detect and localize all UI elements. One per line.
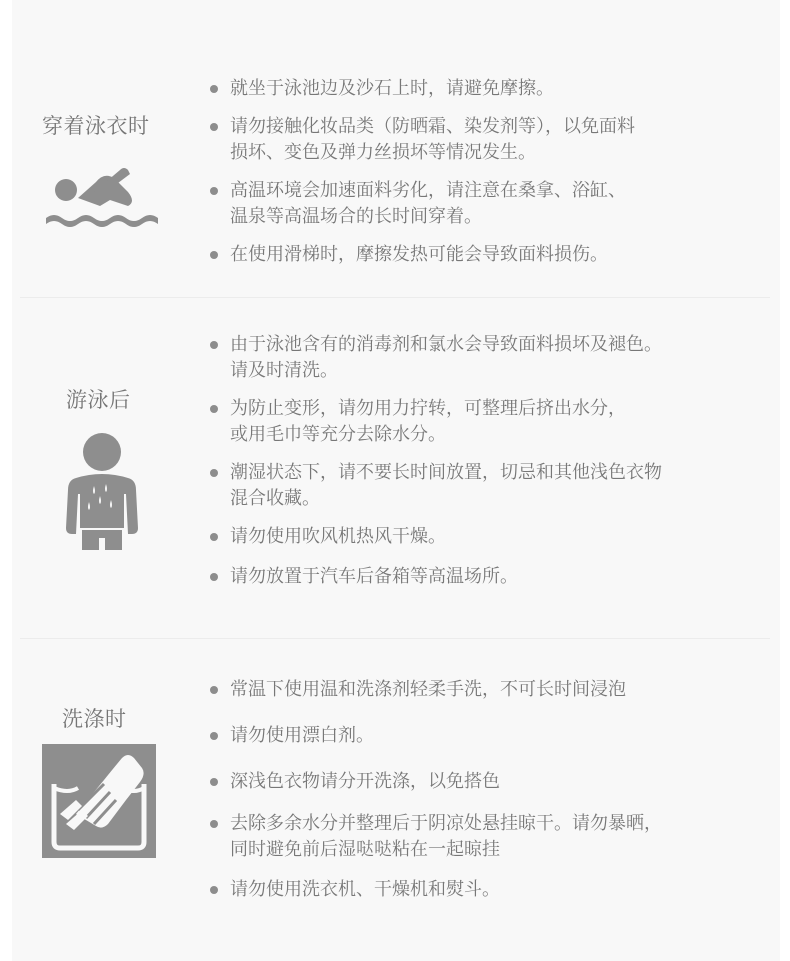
list-item: 请勿接触化妆品类（防晒霜、染发剂等），以免面料 损坏、变色及弹力丝损坏等情况发生。 <box>204 114 635 166</box>
bullet-icon <box>210 886 218 894</box>
dripping-person-icon <box>62 432 142 556</box>
list-item: 潮湿状态下，请不要长时间放置，切忌和其他浅色衣物 混合收藏。 <box>204 460 662 512</box>
bullet-icon <box>210 251 218 259</box>
bullet-icon <box>210 820 218 828</box>
list-item: 常温下使用温和洗涤剂轻柔手洗，不可长时间浸泡 <box>204 677 662 703</box>
section-title: 游泳后 <box>66 388 131 412</box>
bullet-icon <box>210 405 218 413</box>
list-item: 深浅色衣物请分开洗涤，以免搭色 <box>204 769 662 795</box>
section-title: 洗涤时 <box>62 707 127 731</box>
bullet-icon <box>210 123 218 131</box>
section-after-swimming <box>12 298 780 638</box>
bullet-icon <box>210 573 218 581</box>
list-item: 请勿使用吹风机热风干燥。 <box>204 524 662 550</box>
bullet-icon <box>210 778 218 786</box>
list-item: 请勿使用洗衣机、干燥机和熨斗。 <box>204 877 662 903</box>
swimmer-icon <box>44 162 162 232</box>
bullet-icon <box>210 533 218 541</box>
section-wearing-swimsuit <box>12 0 780 297</box>
list-item: 请勿放置于汽车后备箱等高温场所。 <box>204 564 662 590</box>
list-item: 在使用滑梯时，摩擦发热可能会导致面料损伤。 <box>204 242 635 268</box>
section-title: 穿着泳衣时 <box>42 114 150 138</box>
list-item: 去除多余水分并整理后于阴凉处悬挂晾干。请勿暴晒， 同时避免前后湿哒哒粘在一起晾挂 <box>204 811 662 863</box>
hand-wash-icon <box>42 744 156 862</box>
list-item: 为防止变形，请勿用力拧转，可整理后挤出水分， 或用毛巾等充分去除水分。 <box>204 396 662 448</box>
list-item: 请勿使用漂白剂。 <box>204 723 662 749</box>
bullet-icon <box>210 732 218 740</box>
bullet-icon <box>210 469 218 477</box>
list-item: 由于泳池含有的消毒剂和氯水会导致面料损坏及褪色。 请及时清洗。 <box>204 332 662 384</box>
bullet-icon <box>210 85 218 93</box>
list-item: 高温环境会加速面料劣化，请注意在桑拿、浴缸、 温泉等高温场合的长时间穿着。 <box>204 178 635 230</box>
section-washing <box>12 639 780 961</box>
bullet-icon <box>210 341 218 349</box>
list-item: 就坐于泳池边及沙石上时，请避免摩擦。 <box>204 76 635 102</box>
care-instructions-card <box>12 0 780 961</box>
bullet-icon <box>210 686 218 694</box>
bullet-icon <box>210 187 218 195</box>
